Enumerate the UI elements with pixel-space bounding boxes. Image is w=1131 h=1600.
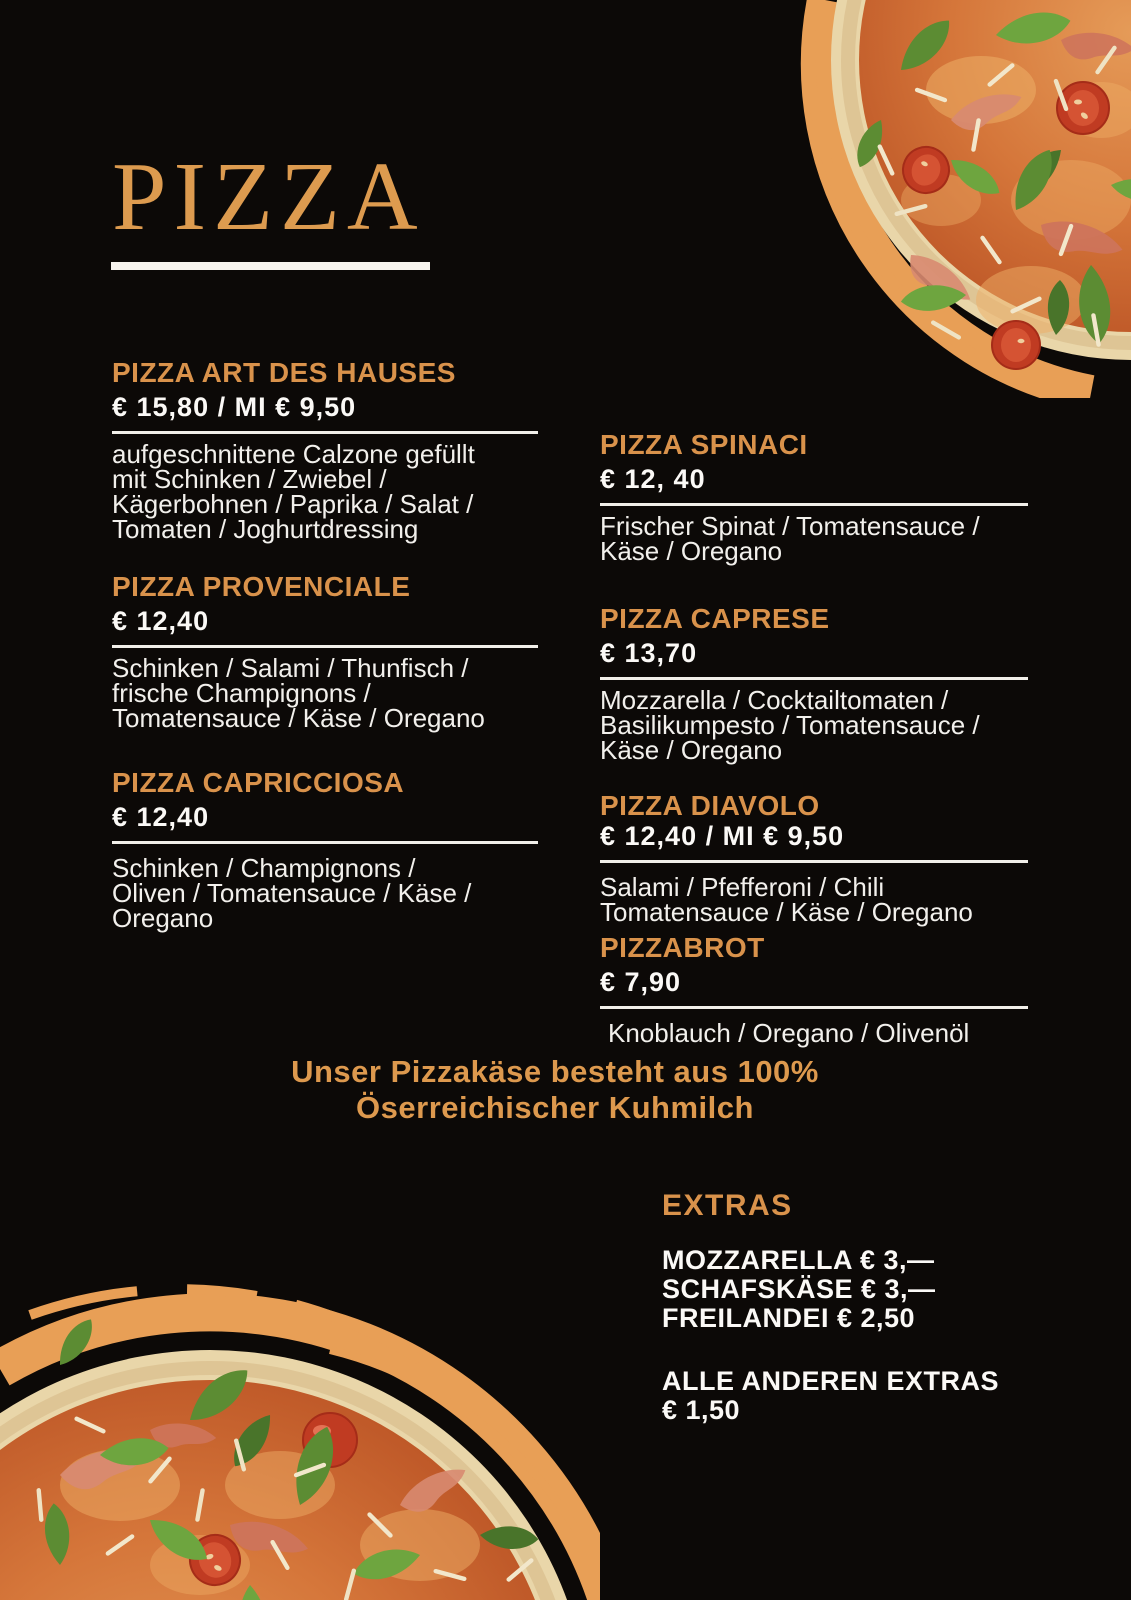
menu-column-right [600,430,1028,1046]
menu-item-pizzabrot [600,933,1028,1046]
menu-item-price: € 12,40 / MI € 9,50 [600,821,845,851]
extras-other [662,1367,1082,1425]
menu-item-pizza-spinaci [600,430,1028,564]
menu-item-description: Salami / Pfefferoni / Chili Tomatensauce / Käse / Oregano [600,872,973,927]
menu-item-pizza-capricciosa [112,768,538,931]
pizza-photo-top-right [761,0,1131,398]
extras-other-line2: € 1,50 [662,1395,741,1425]
title-underline [111,262,430,270]
cheese-note [200,1054,910,1126]
menu-item-description: Schinken / Salami / Thunfisch / frische Champignons / Tomatensauce / Käse / Oregano [112,653,485,733]
pizza-icon [831,0,1131,369]
divider [600,860,1028,863]
pizza-icon [0,1318,590,1600]
menu-item-pizza-diavolo [600,791,1028,925]
extras-item: FREILANDEI € 2,50 [662,1303,916,1333]
extras-other-line1: ALLE ANDEREN EXTRAS [662,1366,1000,1396]
menu-item-name: PIZZA DIAVOLO [600,790,820,821]
divider [112,645,538,648]
cheese-note-line1: Unser Pizzakäse besteht aus 100% [291,1054,819,1089]
divider [600,1006,1028,1009]
menu-item-price: € 12,40 [112,802,210,832]
menu-item-name: PIZZABROT [600,932,765,963]
divider [600,503,1028,506]
menu-item-pizza-provenciale [112,572,538,731]
cheese-note-line2: Öserreichischer Kuhmilch [356,1090,754,1125]
menu-item-price: € 13,70 [600,638,698,668]
extras-list [662,1246,1082,1333]
menu-item-name: PIZZA CAPRESE [600,603,830,634]
pizza-photo-bottom-left [0,1255,600,1600]
divider [112,431,538,434]
menu-item-price: € 12, 40 [600,464,706,494]
extras-heading: EXTRAS [662,1189,793,1222]
page-title: PIZZA [112,143,425,251]
extras-item: MOZZARELLA € 3,— [662,1245,935,1275]
extras-section [662,1190,1082,1425]
divider [600,677,1028,680]
menu-item-price: € 7,90 [600,967,682,997]
menu-item-name: PIZZA CAPRICCIOSA [112,767,405,798]
menu-item-description: aufgeschnittene Calzone gefüllt mit Schinken / Zwiebel / Kägerbohnen / Paprika / Salat / Tomaten / Joghurtdressing [112,439,475,544]
menu-item-description: Frischer Spinat / Tomatensauce / Käse / Oregano [600,511,980,566]
menu-column-left [112,358,538,931]
menu-item-description: Schinken / Champignons / Oliven / Tomatensauce / Käse / Oregano [112,853,472,933]
menu-item-name: PIZZA SPINACI [600,429,808,460]
menu-item-description: Mozzarella / Cocktailtomaten / Basilikumpesto / Tomatensauce / Käse / Oregano [600,685,980,765]
menu-item-description: Knoblauch / Oregano / Olivenöl [608,1018,970,1048]
menu-item-pizza-art-des-hauses [112,358,538,542]
menu-item-name: PIZZA ART DES HAUSES [112,357,456,388]
extras-item: SCHAFSKÄSE € 3,— [662,1274,936,1304]
menu-item-price: € 15,80 / MI € 9,50 [112,392,357,422]
divider [112,841,538,844]
menu-item-pizza-caprese [600,604,1028,763]
menu-item-price: € 12,40 [112,606,210,636]
menu-item-name: PIZZA PROVENCIALE [112,571,411,602]
